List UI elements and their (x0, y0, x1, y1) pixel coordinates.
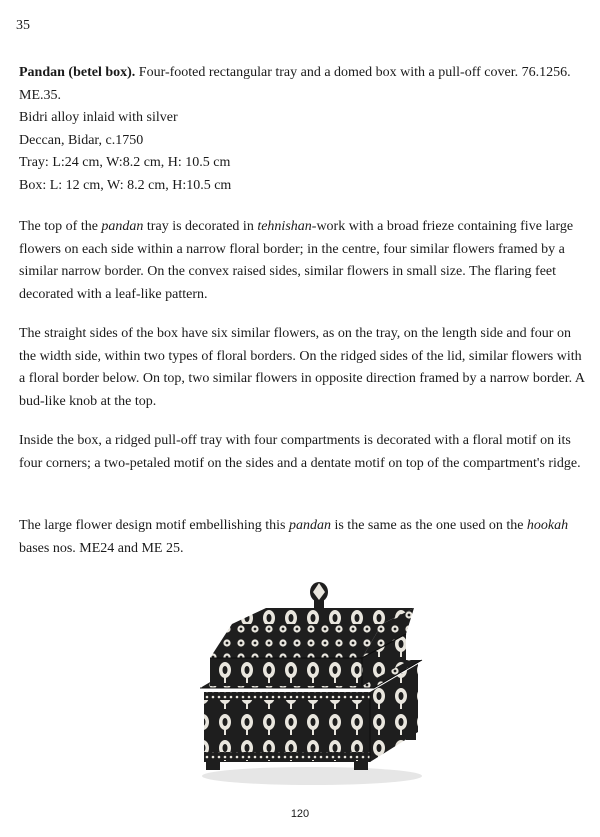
paragraph-box-sides: The straight sides of the box have six similar flowers, as on the tray, on the length side and four on the width side, within two types of floral borders. On the ridged sides of the lid, similar flowers with a floral border below. On top, two similar flowers in opposite direction framed by a narrow border. A bud-like knob at the top. (19, 326, 585, 409)
text-run: is the same as the one used on the (330, 518, 527, 533)
entry-tray-dimensions: Tray: L:24 cm, W:8.2 cm, H: 10.5 cm (19, 155, 231, 170)
shadow (202, 767, 422, 785)
text-run: -work with a broad frieze containing five large flowers on each side within a narrow floral border; in the centre, four similar flowers framed by a similar narrow border. On the convex raised sides, similar flowers in small size. The flaring feet decorated with a leaf-like pattern. (19, 219, 574, 302)
entry-box-dimensions: Box: L: 12 cm, W: 8.2 cm, H:10.5 cm (19, 177, 232, 193)
folio-number: 120 (290, 808, 310, 820)
paragraph-tray-top (19, 216, 589, 306)
text-run: tray is decorated in (143, 219, 258, 234)
entry-origin: Deccan, Bidar, c.1750 (19, 132, 144, 148)
tray-front (204, 692, 370, 762)
entry-heading-line (19, 62, 584, 107)
page-number: 35 (16, 18, 30, 33)
entry-title: Pandan (betel box). (19, 65, 136, 80)
text-run: The large flower design motif embellishing this (19, 518, 289, 533)
paragraph-motif-note (19, 515, 589, 560)
entry-material: Bidri alloy inlaid with silver (19, 110, 178, 125)
text-run: bases nos. ME24 and ME 25. (19, 540, 184, 556)
italic-term: tehnishan (257, 219, 312, 234)
paragraph-inner-tray: Inside the box, a ridged pull-off tray with four compartments is decorated with a floral motif on its four corners; a two-petaled motif on the sides and a dentate motif on top of the compartment's ridge. (19, 433, 581, 471)
italic-term: pandan (288, 518, 331, 533)
pandan-box-photo (192, 580, 432, 790)
lid-front (210, 624, 382, 658)
text-run: The top of the (19, 219, 102, 234)
box-front (210, 658, 362, 686)
italic-term: pandan (101, 219, 144, 234)
entry-description: Four-footed rectangular tray and a domed box with a pull-off cover. 76.1256. ME.35. (19, 65, 571, 103)
lid-top (232, 608, 414, 624)
italic-term: hookah (526, 518, 569, 533)
catalogue-entry (19, 62, 584, 197)
